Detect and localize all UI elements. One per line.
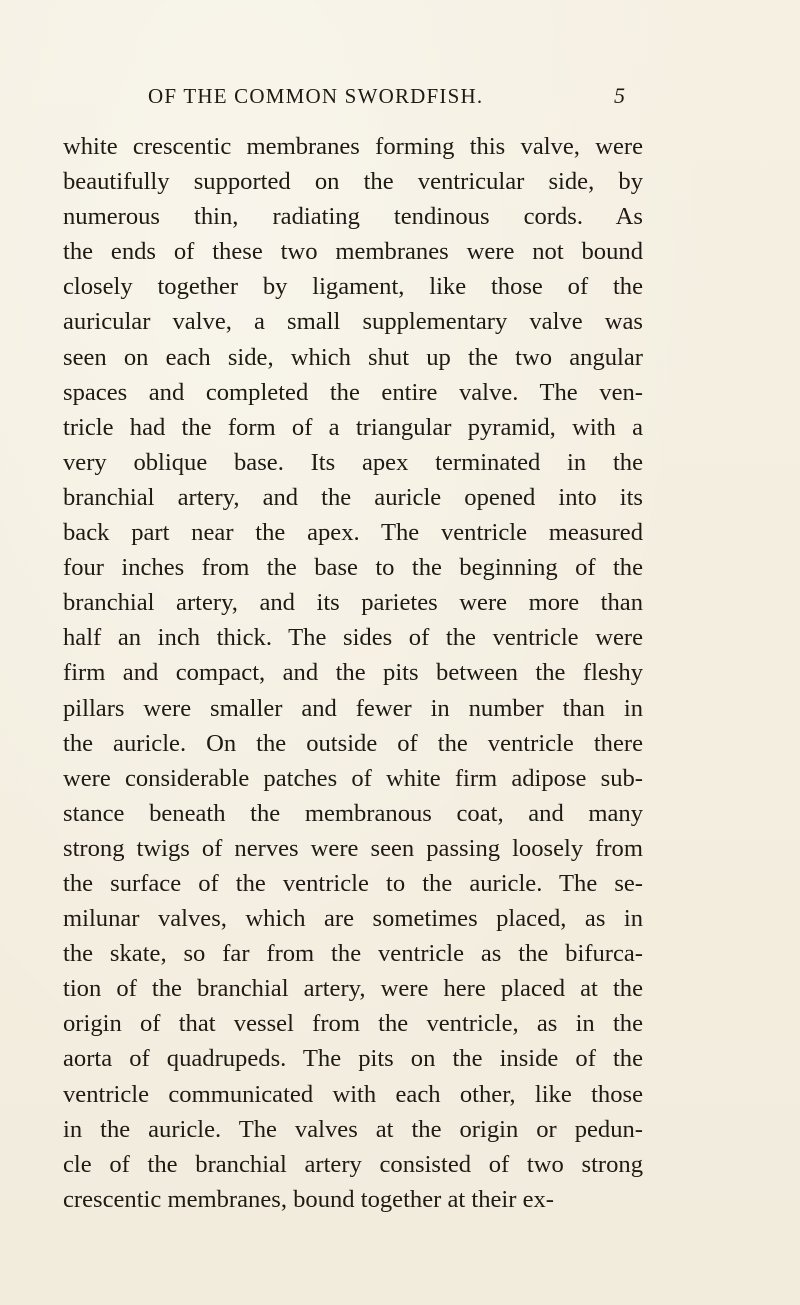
text-line: the surface of the ventricle to the auricle. The se- <box>63 869 643 897</box>
text-line: branchial artery, and the auricle opened into its <box>63 483 643 511</box>
text-line: very oblique base. Its apex terminated in the <box>63 448 643 476</box>
text-line: the skate, so far from the ventricle as the bifurca- <box>63 940 643 968</box>
text-line: tricle had the form of a triangular pyramid, with a <box>63 413 643 441</box>
text-line: firm and compact, and the pits between the fleshy <box>63 659 643 687</box>
text-line: spaces and completed the entire valve. The ven- <box>63 378 643 406</box>
text-line: crescentic membranes, bound together at their ex- <box>63 1185 554 1213</box>
text-line: the auricle. On the outside of the ventricle there <box>63 729 643 757</box>
text-line: the ends of these two membranes were not bound <box>63 238 643 266</box>
text-line: four inches from the base to the beginning of the <box>63 554 643 582</box>
page-number: 5 <box>614 83 625 108</box>
running-head: OF THE COMMON SWORDFISH. <box>148 84 484 108</box>
text-line: branchial artery, and its parietes were more than <box>63 589 643 617</box>
text-line: ventricle communicated with each other, like those <box>63 1080 643 1108</box>
text-line: tion of the branchial artery, were here placed at the <box>63 975 643 1003</box>
text-line: milunar valves, which are sometimes placed, as in <box>63 905 643 933</box>
text-line: white crescentic membranes forming this valve, were <box>63 133 643 160</box>
text-line: numerous thin, radiating tendinous cords. As <box>63 203 643 231</box>
text-line: back part near the apex. The ventricle measured <box>63 519 643 547</box>
text-line: cle of the branchial artery consisted of two strong <box>63 1150 643 1178</box>
text-line: in the auricle. The valves at the origin or pedun- <box>63 1115 643 1143</box>
text-line: origin of that vessel from the ventricle, as in the <box>63 1010 643 1038</box>
text-line: closely together by ligament, like those of the <box>63 273 643 301</box>
text-line: strong twigs of nerves were seen passing loosely from <box>63 834 643 862</box>
text-line: were considerable patches of white firm adipose sub- <box>63 764 643 792</box>
text-line: pillars were smaller and fewer in number than in <box>63 694 643 722</box>
text-line: beautifully supported on the ventricular side, by <box>63 168 643 196</box>
page-header <box>0 84 800 114</box>
text-line: half an inch thick. The sides of the ventricle were <box>63 624 643 652</box>
text-line: stance beneath the membranous coat, and many <box>63 799 643 827</box>
text-line: seen on each side, which shut up the two angular <box>63 343 643 371</box>
body-text <box>63 129 643 1217</box>
text-line: auricular valve, a small supplementary valve was <box>63 308 643 336</box>
text-line: aorta of quadrupeds. The pits on the inside of the <box>63 1045 643 1073</box>
